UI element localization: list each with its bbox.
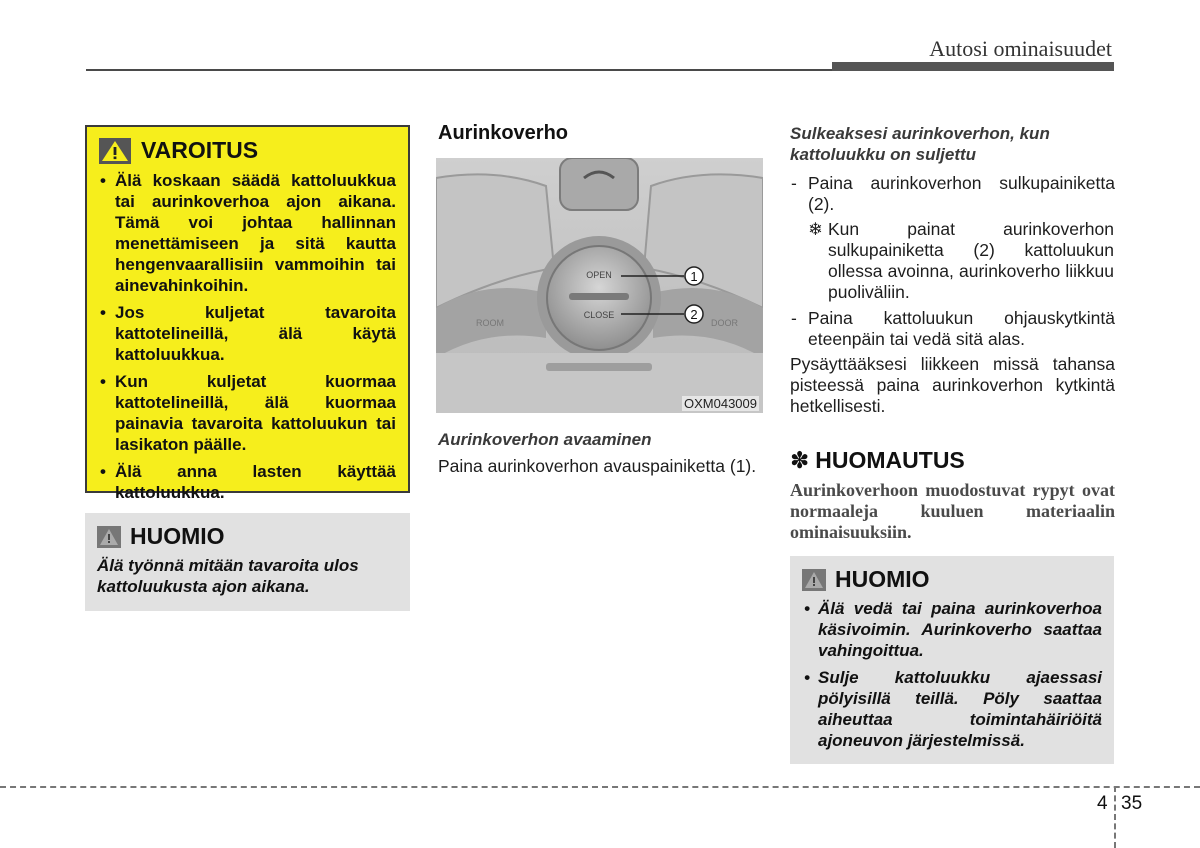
caution-box-left (85, 513, 410, 611)
caution-header (97, 523, 225, 550)
caution-box-right (790, 556, 1114, 764)
close-steps (790, 173, 1115, 215)
caution-item: • Sulje kattoluukku ajaessasi pölyisillä teillä. Pöly saattaa aiheuttaa toimintahäiriöitä ajoneuvon järjestelmissä. (802, 667, 1102, 751)
footer-divider (1114, 786, 1116, 848)
close-note (808, 219, 1114, 303)
caution-title: HUOMIO (835, 566, 930, 592)
chapter-number: 4 (1097, 793, 1108, 814)
snowflake-icon: ❄ (808, 219, 823, 239)
open-subheading: Aurinkoverhon avaaminen (438, 430, 652, 449)
callout-2: 2 (690, 307, 698, 322)
close-label: CLOSE (583, 310, 615, 320)
running-header: Autosi ominaisuudet (929, 36, 1112, 61)
warning-title: VAROITUS (141, 137, 259, 163)
star-icon: ✽ (790, 447, 810, 473)
stop-instructions: Pysäyttääksesi liikkeen missä tahansa pisteessä paina aurinkoverhon kytkintä hetkellisesti. (790, 354, 1115, 416)
callout-1: 1 (690, 269, 698, 284)
close-note-text: Kun painat aurinkoverhon sulkupainiketta (2) kattoluukun ollessa avoinna, aurinkoverho liikkuu puoliväliin. (828, 219, 1114, 302)
close-steps-2 (790, 308, 1115, 350)
figure-code: OXM043009 (684, 396, 757, 411)
header-rule-accent (832, 62, 1114, 71)
caution-text: Älä työnnä mitään tavaroita ulos kattoluukusta ajon aikana. (97, 556, 359, 596)
close-step-1: - Paina aurinkoverhon sulkupainiketta (2). (790, 173, 1115, 215)
warning-item: • Kun kuljetat kuormaa kattotelineillä, älä kuormaa painavia tavaroita kattoluukun tai lasikaton päälle. (99, 371, 396, 455)
caution-icon (802, 569, 826, 591)
open-instructions: Paina aurinkoverhon avauspainiketta (1). (438, 456, 757, 476)
warning-list (99, 170, 396, 509)
section-heading: Aurinkoverho (438, 122, 569, 144)
notice-title: HUOMAUTUS (815, 447, 965, 473)
warning-item: • Älä anna lasten käyttää kattoluukkua. (99, 461, 396, 503)
caution-icon (97, 526, 121, 548)
caution-item: • Älä vedä tai paina aurinkoverhoa käsivoimin. Aurinkoverho saattaa vahingoittua. (802, 598, 1102, 661)
warning-header (99, 137, 258, 164)
room-label: ROOM (476, 318, 504, 328)
header-rule (86, 69, 832, 71)
warning-box (85, 125, 410, 502)
warning-triangle-icon (99, 138, 131, 164)
caution-title: HUOMIO (130, 523, 225, 549)
notice-heading (790, 447, 965, 474)
notice-text: Aurinkoverhoon muodostuvat rypyt ovat normaaleja kuuluen materiaalin ominaisuuksiin. (790, 480, 1115, 542)
caution-list (802, 598, 1102, 757)
caution-header (802, 566, 930, 593)
warning-item: • Jos kuljetat tavaroita kattotelineillä, älä käytä kattoluukkua. (99, 302, 396, 365)
close-subheading: Sulkeaksesi aurinkoverhon, kun kattoluukku on suljettu (790, 124, 1050, 164)
warning-item: • Älä koskaan säädä kattoluukkua tai aurinkoverhoa ajon aikana. Tämä voi johtaa hallinnan menettämiseen ja sitä kautta hengenvaarallisiin vammoihin tai ainevahinkoihin. (99, 170, 396, 296)
page-number: 35 (1121, 793, 1143, 814)
footer-rule (0, 786, 1200, 788)
sunshade-switch-illustration (436, 158, 763, 413)
sunshade-switch-photo (436, 158, 763, 413)
close-step-2: - Paina kattoluukun ohjauskytkintä eteenpäin tai vedä sitä alas. (790, 308, 1115, 350)
open-label: OPEN (586, 270, 612, 280)
door-label: DOOR (711, 318, 738, 328)
